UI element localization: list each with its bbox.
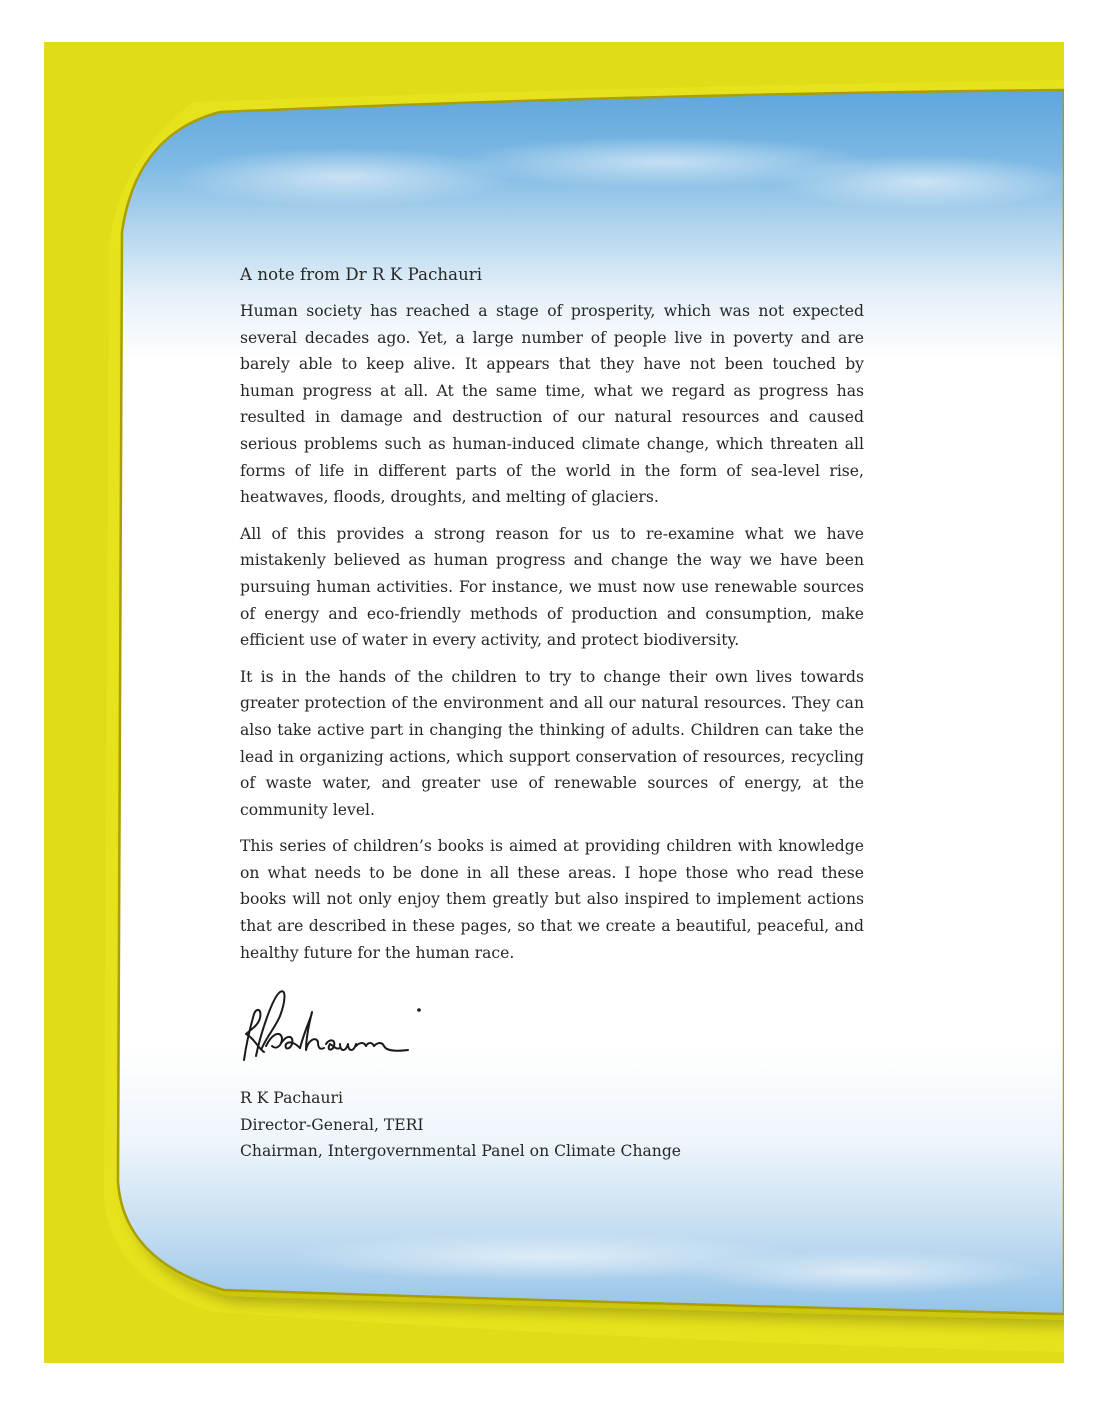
paragraph-1: Human society has reached a stage of prosperity, which was not expected several decades ago. Yet, a large number of people live in poverty and are barely able to keep alive. It appears that they have not been touched by human progress at all. At the same time, what we regard as progress has resulted in damage and destruction of our natural resources and caused serious problems such as human-induced climate change, which threaten all forms of life in different parts of the world in the form of sea-level rise, heatwaves, floods, droughts, and melting of glaciers. xyxy=(240,302,864,507)
paragraph-4: This series of children’s books is aimed at providing children with knowledge on what needs to be done in all these areas. I hope those who read these books will not only enjoy them greatly but also inspired to implement actions that are described in these pages, so that we create a beautiful, peaceful, and healthy future for the human race. xyxy=(240,837,864,962)
paragraph-3: It is in the hands of the children to try to change their own lives towards greater protection of the environment and all our natural resources. They can also take active part in changing the thinking of adults. Children can take the lead in organizing actions, which support conservation of resources, recycling of waste water, and greater use of renewable sources of energy, at the community level. xyxy=(240,667,864,819)
sign-off-block xyxy=(240,1085,681,1165)
note-heading: A note from Dr R K Pachauri xyxy=(240,265,483,284)
paragraph-2: All of this provides a strong reason for us to re-examine what we have mistakenly believed as human progress and change the way we have been pursuing human activities. For instance, we must now use renewable sources of energy and eco-friendly methods of production and consumption, make efficient use of water in every activity, and protect biodiversity. xyxy=(240,524,864,650)
note-body xyxy=(240,262,864,976)
handwritten-signature xyxy=(236,986,432,1068)
signer-name: R K Pachauri xyxy=(240,1089,343,1107)
signer-title-ipcc: Chairman, Intergovernmental Panel on Climate Change xyxy=(240,1142,682,1160)
signer-title-teri: Director-General, TERI xyxy=(240,1115,424,1134)
